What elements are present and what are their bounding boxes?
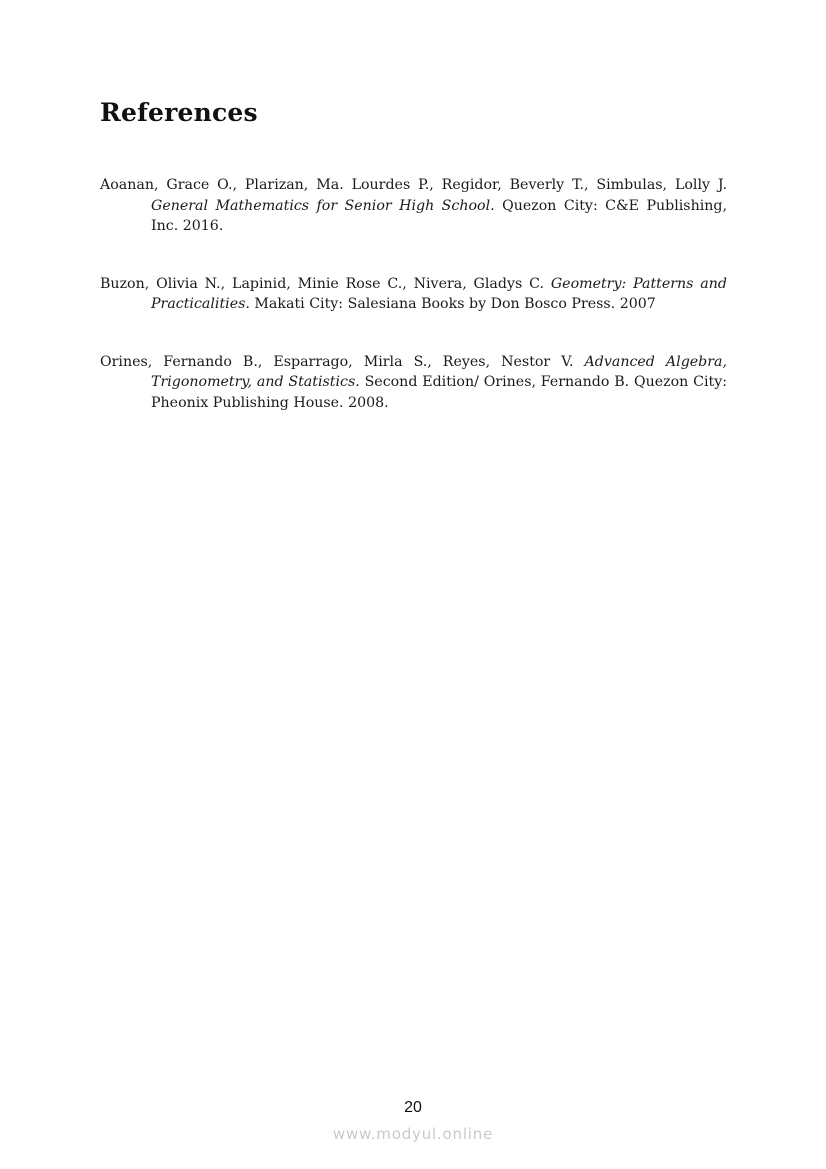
page-heading: References	[100, 98, 258, 127]
watermark: www.modyul.online	[332, 1125, 494, 1143]
reference-entry	[100, 352, 727, 414]
reference-title: General Mathematics for Senior High School.	[151, 197, 495, 214]
reference-publisher: Quezon City: C&E Publishing, Inc. 2016.	[151, 197, 727, 234]
reference-title: Geometry: Patterns and Practicalities.	[151, 275, 727, 312]
reference-entry	[100, 175, 727, 237]
reference-list	[100, 175, 727, 450]
reference-authors: Orines, Fernando B., Esparrago, Mirla S., Reyes, Nestor V.	[100, 353, 574, 370]
page-number: 20	[404, 1099, 422, 1116]
reference-authors: Buzon, Olivia N., Lapinid, Minie Rose C., Nivera, Gladys C.	[100, 275, 544, 292]
reference-publisher: Second Edition/ Orines, Fernando B. Quezon City: Pheonix Publishing House. 2008.	[151, 374, 727, 411]
reference-authors: Aoanan, Grace O., Plarizan, Ma. Lourdes P., Regidor, Beverly T., Simbulas, Lolly J.	[100, 177, 727, 193]
reference-title: Advanced Algebra, Trigonometry, and Statistics.	[151, 353, 728, 390]
reference-publisher: Makati City: Salesiana Books by Don Bosco Press. 2007	[254, 296, 656, 312]
reference-entry	[100, 274, 727, 315]
